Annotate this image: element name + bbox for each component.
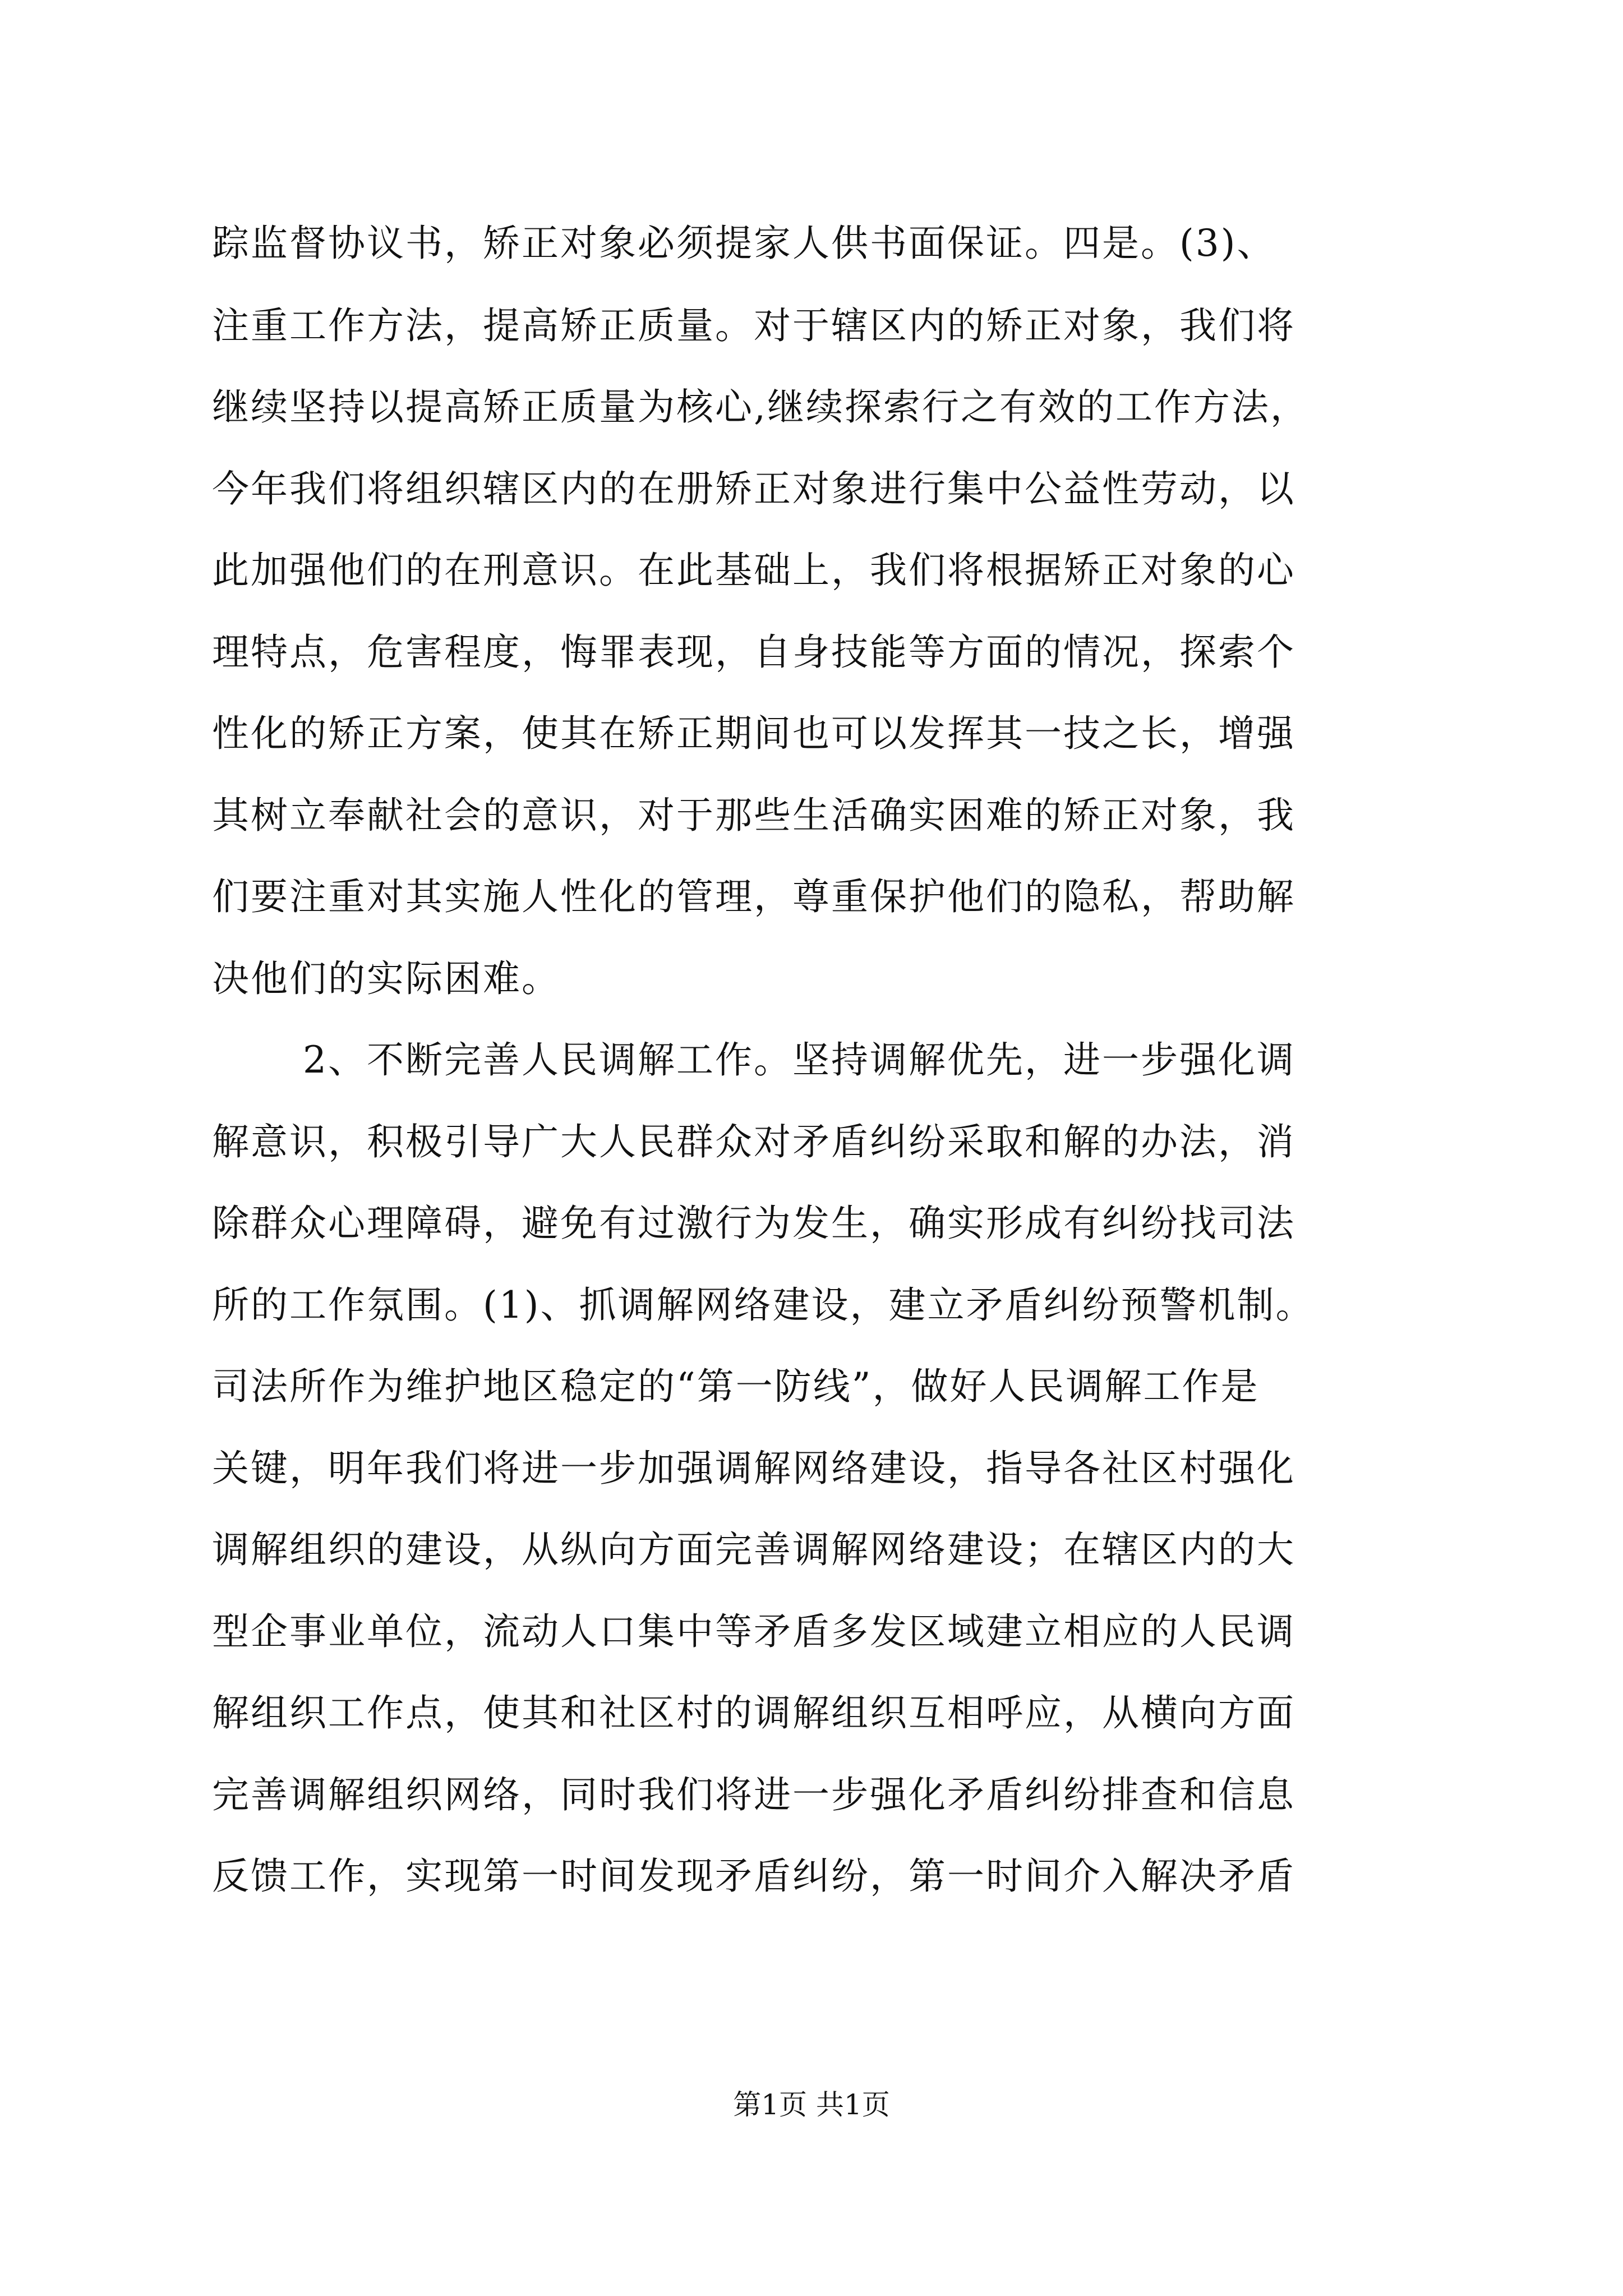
paragraph-start-line: 2、不断完善人民调解工作。坚持调解优先，进一步强化调 [303, 1038, 1295, 1082]
body-line: 性化的矫正方案，使其在矫正期间也可以发挥其一技之长，增强 [212, 712, 1295, 755]
body-line: 关键，明年我们将进一步加强调解网络建设，指导各社区村强化 [212, 1447, 1295, 1490]
body-line: 决他们的实际困难。 [212, 957, 560, 1000]
body-line: 除群众心理障碍，避免有过激行为发生，确实形成有纠纷找司法 [212, 1202, 1295, 1245]
body-line: 理特点，危害程度，悔罪表现，自身技能等方面的情况，探索个 [212, 631, 1295, 674]
body-line: 踪监督协议书，矫正对象必须提家人供书面保证。四是。(3)、 [212, 222, 1276, 265]
body-line: 解意识，积极引导广大人民群众对矛盾纠纷采取和解的办法，消 [212, 1120, 1295, 1163]
body-line: 完善调解组织网络，同时我们将进一步强化矛盾纠纷排查和信息 [212, 1773, 1295, 1816]
body-line: 司法所作为维护地区稳定的“第一防线”，做好人民调解工作是 [212, 1365, 1260, 1408]
body-line: 继续坚持以提高矫正质量为核心,继续探索行之有效的工作方法， [212, 385, 1309, 429]
body-line: 注重工作方法，提高矫正质量。对于辖区内的矫正对象，我们将 [212, 304, 1295, 347]
body-line: 今年我们将组织辖区内的在册矫正对象进行集中公益性劳动，以 [212, 467, 1295, 510]
body-line: 其树立奉献社会的意识，对于那些生活确实困难的矫正对象，我 [212, 794, 1295, 837]
body-line: 调解组织的建设，从纵向方面完善调解网络建设；在辖区内的大 [212, 1528, 1295, 1571]
body-line: 们要注重对其实施人性化的管理，尊重保护他们的隐私，帮助解 [212, 875, 1295, 918]
page-footer: 第1页 共1页 [733, 2088, 890, 2121]
body-line: 反馈工作，实现第一时间发现矛盾纠纷，第一时间介入解决矛盾 [212, 1855, 1295, 1898]
body-line: 所的工作氛围。(1)、抓调解网络建设，建立矛盾纠纷预警机制。 [212, 1283, 1315, 1327]
body-line: 此加强他们的在刑意识。在此基础上，我们将根据矫正对象的心 [212, 549, 1295, 592]
body-line: 型企事业单位，流动人口集中等矛盾多发区域建立相应的人民调 [212, 1610, 1295, 1653]
body-line: 解组织工作点，使其和社区村的调解组织互相呼应，从横向方面 [212, 1691, 1295, 1734]
